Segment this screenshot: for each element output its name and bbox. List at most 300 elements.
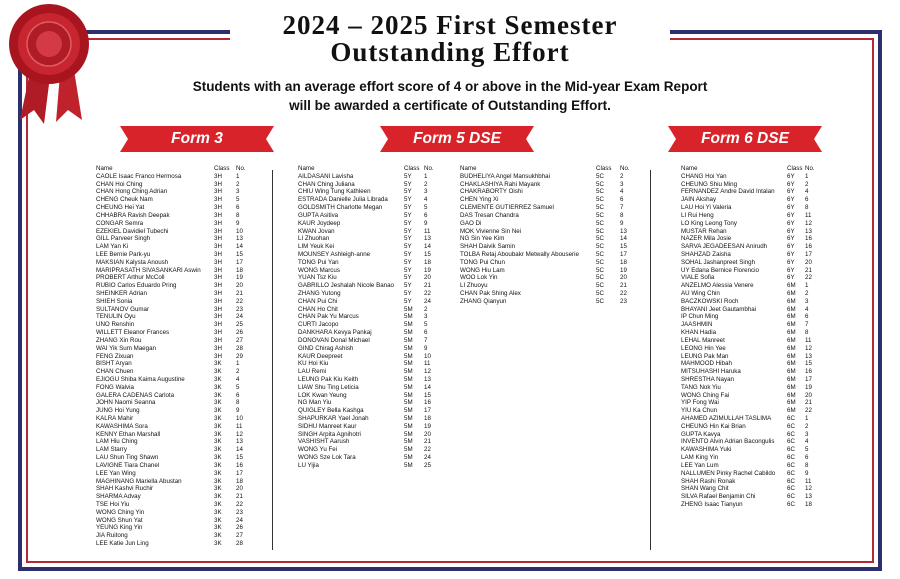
student-name: YIP Fong Wai [681,399,719,407]
student-class: 6C [787,446,795,454]
student-class: 5Y [404,211,412,219]
student-class: 6M [787,305,796,313]
student-number: 12 [805,344,812,352]
student-class: 5M [404,430,413,438]
student-name: LEONG Hin Yee [681,344,726,352]
student-number: 6 [805,196,809,204]
student-number: 20 [424,430,431,438]
student-class: 3K [214,516,222,524]
student-name: MARIPRASATH SIVASANKARI Aswin [96,266,201,274]
student-name: TENULIN Oyu [96,313,136,321]
student-number: 9 [620,219,624,227]
student-number: 18 [805,500,812,508]
student-name: JOHN Naomi Seanna [96,399,156,407]
student-class: 3K [214,477,222,485]
student-name: INVENTO Alvin Adrian Bacongulis [681,438,775,446]
student-class: 5M [404,313,413,321]
student-number: 13 [620,227,627,235]
student-number: 14 [424,383,431,391]
student-class: 3K [214,399,222,407]
header-name: Name [460,165,477,172]
student-class: 3H [214,290,222,297]
student-class: 6M [787,375,796,383]
student-number: 7 [424,336,428,344]
student-class: 5M [404,375,413,383]
student-number: 22 [620,290,627,297]
header-name: Name [96,165,113,172]
student-name: BISHT Aryan [96,360,132,368]
student-class: 5Y [404,258,412,266]
student-number: 2 [424,180,428,188]
student-class: 3H [214,188,222,196]
student-class: 5C [596,290,604,297]
student-class: 6M [787,297,796,305]
student-name: KAWASHIMA Sora [96,422,148,430]
student-number: 15 [236,454,243,462]
student-number: 19 [424,422,431,430]
student-class: 3K [214,422,222,430]
student-number: 20 [236,485,243,493]
student-class: 5M [404,344,413,352]
student-class: 6C [787,477,795,485]
student-class: 6M [787,391,796,399]
student-class: 6Y [787,274,795,282]
student-number: 5 [236,383,240,391]
student-number: 1 [424,172,428,180]
student-name: MOUNSEY Ashleigh-anne [298,250,371,258]
student-number: 16 [424,399,431,407]
student-name: GALERA CADENAS Carlota [96,391,175,399]
student-number: 21 [805,399,812,407]
student-name: LI Zhuohan [298,235,330,243]
student-name: SHIEH Sonia [96,297,133,305]
student-number: 1 [236,172,240,180]
student-name: VASHISHT Aarush [298,438,350,446]
student-number: 1 [805,172,809,180]
student-class: 5M [404,461,413,469]
student-number: 10 [236,227,243,235]
student-name: KAWASHIMA Yuki [681,446,732,454]
student-class: 5C [596,188,604,196]
student-class: 5Y [404,196,412,204]
student-name: FONG Walvia [96,383,134,391]
student-name: MUSTAR Rehan [681,227,727,235]
student-class: 5Y [404,274,412,282]
column-divider [272,170,273,550]
student-number: 3 [805,430,809,438]
student-number: 21 [424,282,431,290]
student-name: LAM King Yin [681,454,719,462]
student-class: 6Y [787,243,795,251]
student-number: 20 [805,258,812,266]
criteria-line-1: Students with an average effort score of 4 or above in the Mid-year Exam Report [192,79,708,94]
student-name: GABRILLO Jeshalah Nicole Banao [298,282,394,290]
student-name: SOHAL Jashanpreet Singh [681,258,756,266]
student-number: 2 [236,368,240,376]
student-name: LAU Shun Ting Shawn [96,454,159,462]
student-class: 6C [787,485,795,493]
student-class: 5C [596,282,604,290]
student-name: KENNY Ethan Marshall [96,430,161,438]
student-name: WOO Lok Yin [460,274,498,282]
student-number: 22 [805,407,812,415]
student-number: 27 [236,532,243,540]
student-class: 3K [214,485,222,493]
student-class: 3H [214,352,222,360]
student-number: 12 [805,219,812,227]
student-class: 3H [214,196,222,204]
student-name: SHAH Daivik Samin [460,243,516,251]
student-name: KALRA Mahir [96,415,134,422]
student-number: 20 [620,274,627,282]
student-number: 19 [620,266,627,274]
student-number: 2 [805,180,809,188]
student-name: GIND Chirag Ashish [298,344,354,352]
student-name: WONG Ching Fai [681,391,730,399]
student-class: 6C [787,500,795,508]
student-name: FENG Zixuan [96,352,134,360]
student-number: 3 [424,188,428,196]
student-number: 9 [236,219,240,227]
student-name: IP Chun Ming [681,313,719,321]
student-class: 6C [787,415,795,422]
student-number: 4 [236,375,240,383]
student-name: LO King Leong Tony [681,219,737,227]
student-number: 2 [620,172,624,180]
student-number: 17 [805,250,812,258]
student-class: 3K [214,461,222,469]
student-number: 22 [424,290,431,297]
student-number: 13 [805,227,812,235]
student-number: 4 [805,305,809,313]
student-class: 5M [404,329,413,337]
student-class: 5Y [404,235,412,243]
student-number: 4 [805,438,809,446]
student-number: 6 [236,204,240,212]
student-class: 3K [214,430,222,438]
header-no: No. [424,165,434,172]
student-name: CAOLE Isaac Franco Hermosa [96,172,182,180]
student-class: 5C [596,297,604,305]
student-name: LIM Yeuk Kei [298,243,335,251]
student-name: LEUNG Pak Kiu Keith [298,375,359,383]
student-class: 3H [214,297,222,305]
student-name: NAZER Mila Josie [681,235,732,243]
student-name: LI Rui Heng [681,211,714,219]
student-name: CONGAR Semra [96,219,144,227]
student-class: 6Y [787,250,795,258]
student-number: 16 [805,368,812,376]
student-number: 24 [424,454,431,462]
student-class: 6C [787,422,795,430]
student-name: GOLDSMITH Charlotte Megan [298,204,383,212]
student-number: 24 [236,516,243,524]
student-number: 23 [620,297,627,305]
student-number: 4 [805,188,809,196]
student-name: CHANG Hoi Yan [681,172,727,180]
student-class: 3H [214,219,222,227]
student-name: ZHENG Isaac Tianyun [681,500,743,508]
header-no: No. [805,165,815,172]
student-name: EZEKIEL Davidiel Tubechi [96,227,169,235]
student-name: SILVA Rafael Benjamin Chi [681,493,756,501]
student-class: 3H [214,258,222,266]
student-name: MOK Vivienne Sin Nei [460,227,522,235]
student-name: JAASHMIN [681,321,713,329]
student-number: 21 [805,266,812,274]
student-class: 5C [596,235,604,243]
student-name: CHAN Chuen [96,368,134,376]
student-name: DAS Tresan Chandra [460,211,519,219]
student-class: 6C [787,461,795,469]
student-class: 3K [214,407,222,415]
student-number: 15 [620,243,627,251]
student-name: CHEUNG Hin Kai Brian [681,422,746,430]
student-name: WONG Hiu Lam [460,266,505,274]
student-name: SULTANOV Gumar [96,305,150,313]
banner-form5-label: Form 5 DSE [413,130,501,147]
student-number: 22 [236,500,243,508]
student-number: 14 [424,243,431,251]
header-class: Class [214,165,230,172]
student-number: 18 [424,258,431,266]
student-number: 5 [805,446,809,454]
student-name: ZHANG Yutong [298,290,341,297]
student-number: 6 [424,329,428,337]
header-no: No. [236,165,246,172]
student-class: 5Y [404,250,412,258]
student-name: CHAKRABORTY Oishi [460,188,523,196]
student-number: 9 [424,219,428,227]
student-name: NG Man Yiu [298,399,332,407]
student-name: LEE Yan Lum [681,461,719,469]
student-class: 5C [596,227,604,235]
student-name: JAIN Akshay [681,196,717,204]
student-class: 5M [404,446,413,454]
student-name: NALLUMEN Pinky Rachel Cabildo [681,469,776,477]
student-number: 15 [805,360,812,368]
student-class: 5M [404,422,413,430]
student-number: 18 [236,266,243,274]
banner-form6-label: Form 6 DSE [701,130,789,147]
student-name: GUPTA Kavya [681,430,721,438]
student-number: 11 [805,211,812,219]
student-name: SARVA JEGADEESAN Anirudh [681,243,768,251]
student-name: KAUR Joydeep [298,219,341,227]
header-name: Name [681,165,698,172]
student-class: 3H [214,235,222,243]
student-class: 3K [214,360,222,368]
student-class: 6M [787,336,796,344]
student-class: 5C [596,258,604,266]
student-number: 17 [805,375,812,383]
header-class: Class [787,165,803,172]
student-class: 3H [214,266,222,274]
student-number: 8 [805,329,809,337]
criteria-text [0,77,900,115]
student-name: EJIOGU Shiba Kaima Augustine [96,375,185,383]
student-class: 5M [404,415,413,422]
banner-form3-label: Form 3 [171,130,223,147]
banner-form3 [120,126,274,152]
student-name: BHAYANI Jeet Gautambhai [681,305,757,313]
student-number: 22 [236,297,243,305]
student-name: MAHMOOD Hibah [681,360,732,368]
student-class: 3H [214,180,222,188]
student-name: NG Sin Yee Kim [460,235,505,243]
student-number: 18 [424,415,431,422]
student-number: 7 [620,204,624,212]
student-class: 5C [596,250,604,258]
student-number: 7 [805,321,809,329]
student-class: 3K [214,500,222,508]
student-number: 1 [805,415,809,422]
student-name: AU Wing Chin [681,290,720,297]
student-name: CHAKLASHIYA Rahi Mayank [460,180,541,188]
student-number: 9 [424,344,428,352]
student-number: 12 [805,485,812,493]
student-number: 18 [236,477,243,485]
student-number: 28 [236,344,243,352]
student-number: 4 [620,188,624,196]
student-name: YUAN Tsz Kiu [298,274,337,282]
student-name: LOK Kwan Yeung [298,391,347,399]
student-class: 6M [787,407,796,415]
student-name: LAM Yan Ki [96,243,129,251]
student-number: 21 [236,493,243,501]
student-number: 20 [236,282,243,290]
student-number: 11 [805,336,812,344]
student-class: 5M [404,454,413,462]
student-number: 11 [424,360,431,368]
student-class: 3H [214,227,222,235]
student-name: LI Zhuoyu [460,282,488,290]
criteria-line-2: will be awarded a certificate of Outstanding Effort. [289,98,611,113]
student-class: 6Y [787,266,795,274]
student-class: 5M [404,391,413,399]
student-name: ANZELMO Alessia Venere [681,282,754,290]
student-class: 5Y [404,188,412,196]
student-class: 5C [596,219,604,227]
page-title-line2: Outstanding Effort [330,37,570,67]
student-number: 24 [424,297,431,305]
student-name: YEUNG King Yin [96,524,143,532]
student-class: 6C [787,430,795,438]
student-number: 13 [236,235,243,243]
student-name: SHARMA Advay [96,493,141,501]
student-number: 24 [236,313,243,321]
student-class: 3H [214,211,222,219]
student-name: SHEINKER Adrian [96,290,147,297]
student-name: JIA Ruitong [96,532,128,540]
student-name: LAM Starry [96,446,127,454]
student-class: 6M [787,321,796,329]
student-name: CLEMENTE GUTIERREZ Samuel [460,204,554,212]
column-divider [650,170,651,550]
student-class: 3K [214,391,222,399]
student-class: 3K [214,524,222,532]
student-name: FERNANDEZ Andre David Intalan [681,188,775,196]
student-name: WONG Marcus [298,266,340,274]
student-number: 2 [424,305,428,313]
student-number: 4 [424,196,428,204]
student-class: 5C [596,274,604,282]
student-class: 5M [404,438,413,446]
student-name: TSE Hoi Yiu [96,500,130,508]
student-number: 8 [236,399,240,407]
student-name: LIAW Shu Ting Leticia [298,383,359,391]
student-class: 6M [787,344,796,352]
student-number: 12 [424,368,431,376]
student-number: 13 [805,352,812,360]
student-name: KWAN Jovan [298,227,335,235]
student-number: 8 [620,211,624,219]
student-class: 5M [404,383,413,391]
student-name: DONOVAN Donal Michael [298,336,370,344]
student-name: BACZKOWSKI Roch [681,297,739,305]
student-name: ZHANG Qianyun [460,297,507,305]
student-number: 23 [236,508,243,516]
student-class: 3H [214,313,222,321]
student-name: LAU Remi [298,368,327,376]
student-name: VIALE Sofia [681,274,715,282]
student-name: GUPTA Asitiva [298,211,339,219]
student-number: 13 [805,493,812,501]
student-number: 21 [620,282,627,290]
student-number: 5 [424,204,428,212]
student-class: 5C [596,196,604,204]
student-class: 5M [404,368,413,376]
student-name: CHAN Pak Yu Marcus [298,313,359,321]
student-class: 3K [214,540,222,547]
student-class: 3H [214,204,222,212]
student-number: 18 [620,258,627,266]
student-name: SHAHZAD Zaisha [681,250,731,258]
student-class: 5M [404,407,413,415]
student-name: LEHAL Manreet [681,336,725,344]
student-class: 5C [596,180,604,188]
student-number: 14 [236,446,243,454]
student-name: GILL Parveer Singh [96,235,151,243]
student-name: WONG Ching Yin [96,508,145,516]
student-class: 5Y [404,180,412,188]
student-class: 5C [596,211,604,219]
student-number: 3 [620,180,624,188]
student-class: 3K [214,415,222,422]
student-number: 14 [236,243,243,251]
student-name: QUIGLEY Bella Kashga [298,407,364,415]
student-name: SHAPURKAR Yael Jonah [298,415,369,422]
student-class: 3K [214,446,222,454]
student-name: KHAN Hadia [681,329,717,337]
student-name: LAVIGNE Tiara Chanel [96,461,160,469]
student-number: 20 [424,274,431,282]
header-class: Class [404,165,420,172]
student-name: LAM Hiu Ching [96,438,138,446]
student-name: SINGH Arpita Agnihotri [298,430,361,438]
student-name: CHEUNG Hei Yat [96,204,145,212]
student-class: 5C [596,172,604,180]
student-class: 6C [787,493,795,501]
student-name: MAGHINANG Mariella Abustan [96,477,182,485]
student-number: 29 [236,352,243,360]
student-class: 5C [596,266,604,274]
student-class: 5M [404,360,413,368]
student-name: WONG Yu Fei [298,446,338,454]
student-class: 5M [404,305,413,313]
student-class: 6Y [787,211,795,219]
student-class: 3K [214,532,222,540]
